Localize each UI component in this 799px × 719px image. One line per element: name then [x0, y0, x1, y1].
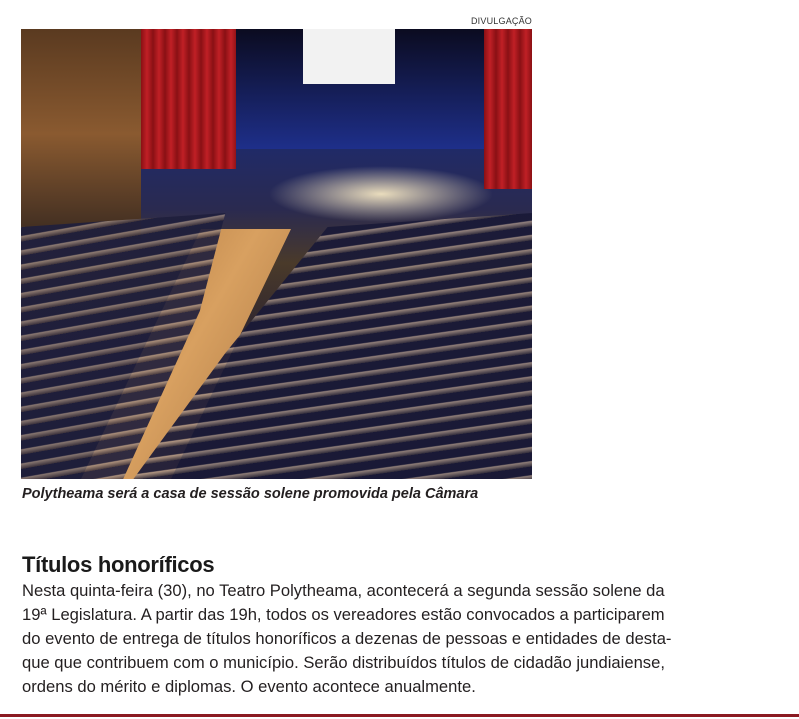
curtain-right — [484, 29, 532, 189]
article-title: Títulos honoríficos — [22, 552, 215, 577]
photo-credit: DIVULGAÇÃO — [470, 16, 532, 26]
curtain-left — [141, 29, 236, 169]
article-line: 19ª Legislatura. A partir das 19h, todos os vereadores estão convocados a participarem — [22, 605, 665, 624]
article-body — [22, 579, 671, 699]
article-line: Nesta quinta-feira (30), no Teatro Polytheama, acontecerá a segunda sessão solene da — [22, 581, 665, 600]
photo-caption: Polytheama será a casa de sessão solene promovida pela Câmara — [22, 486, 479, 502]
balcony — [21, 29, 141, 239]
article-line: ordens do mérito e diplomas. O evento acontece anualmente. — [22, 677, 476, 696]
theater-photo — [21, 29, 532, 479]
bottom-divider — [0, 714, 799, 717]
article-line: que que contribuem com o município. Serão distribuídos títulos de cidadão jundiaiense, — [22, 653, 665, 672]
article-line: do evento de entrega de títulos honoríficos a dezenas de pessoas e entidades de desta- — [22, 629, 672, 648]
stage-screen — [303, 29, 395, 84]
